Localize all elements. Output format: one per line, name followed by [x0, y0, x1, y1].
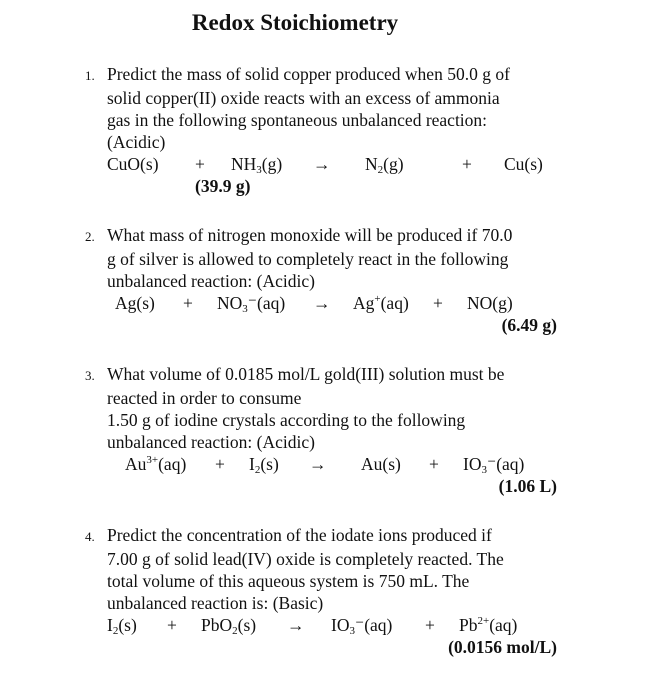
page-title: Redox Stoichiometry [191, 10, 399, 35]
q3-reactant-2: $I_2(s)$ [249, 454, 279, 476]
q3-arrow: → [309, 454, 327, 474]
q3-reaction [85, 453, 575, 475]
q4-line-1: 4. Predict the concentration of the iodate ions produced if [85, 524, 575, 548]
question-2 [85, 224, 575, 336]
q1-product-1: $N_2(g)$ [365, 154, 404, 176]
question-4 [85, 524, 575, 658]
q3-line-1: 3. What volume of 0.0185 mol/L gold(III) solution must be [85, 363, 575, 387]
q1-number: 1. [85, 68, 95, 83]
q4-reaction [85, 614, 575, 636]
q2-reactant-1: Ag(s) [115, 293, 155, 313]
q1-reactant-1: CuO(s) [107, 154, 159, 174]
q1-plus-2: + [462, 154, 472, 174]
q2-line-1: 2. What mass of nitrogen monoxide will be produced if 70.0 [85, 224, 575, 248]
q2-plus-1: + [183, 293, 193, 313]
q2-answer: (6.49 g) [501, 315, 557, 335]
q2-number: 2. [85, 229, 95, 244]
q1-reactant-2: $NH_3(g)$ [231, 154, 283, 176]
q4-line-4: unbalanced reaction is: (Basic) [107, 593, 324, 613]
q1-line-2: solid copper(II) oxide reacts with an excess of ammonia [107, 88, 500, 108]
q4-line-2: 7.00 g of solid lead(IV) oxide is completely reacted. The [107, 549, 504, 569]
q3-line-2: reacted in order to consume [107, 388, 302, 408]
q2-product-2: NO(g) [467, 293, 513, 313]
q1-line-4: (Acidic) [107, 132, 166, 152]
q4-line-3: total volume of this aqueous system is 750 mL. The [107, 571, 470, 591]
q2-arrow: → [313, 293, 331, 313]
q3-answer: (1.06 L) [498, 476, 557, 496]
q3-line-3: 1.50 g of iodine crystals according to the following [107, 410, 466, 430]
q3-number: 3. [85, 368, 95, 383]
q2-product-1: Ag+(aq) [353, 293, 409, 313]
q4-product-1: $IO_3^-(aq)$ [331, 615, 393, 637]
q2-reaction [85, 292, 575, 314]
q2-line-2: g of silver is allowed to completely react in the following [107, 249, 509, 269]
q2-plus-2: + [433, 293, 443, 313]
q1-answer: (39.9 g) [195, 176, 251, 196]
q1-product-2: Cu(s) [504, 154, 543, 174]
q1-line-1: 1. Predict the mass of solid copper produced when 50.0 g of [85, 63, 575, 87]
q3-line-4: unbalanced reaction: (Acidic) [107, 432, 315, 452]
question-3 [85, 363, 575, 497]
q4-plus-1: + [167, 615, 177, 635]
question-1 [85, 63, 575, 197]
q1-plus-1: + [195, 154, 205, 174]
q4-arrow: → [287, 615, 305, 635]
q2-line-3: unbalanced reaction: (Acidic) [107, 271, 315, 291]
q4-product-2: $Pb^{2+}(aq)$ [459, 615, 518, 635]
q3-reactant-1: $Au^{3+}(aq)$ [125, 454, 187, 474]
q3-product-2: $IO_3^-(aq)$ [463, 454, 525, 476]
q1-reaction [85, 153, 575, 175]
q4-plus-2: + [425, 615, 435, 635]
q4-reactant-2: PbO$_2$(s) [201, 615, 257, 637]
q4-answer: (0.0156 mol/L) [448, 637, 557, 657]
q1-line-3: gas in the following spontaneous unbalanced reaction: [107, 110, 488, 130]
q3-plus-1: + [215, 454, 225, 474]
q4-reactant-1: $I_2(s)$ [107, 615, 137, 637]
q1-arrow: → [313, 154, 331, 174]
q3-plus-2: + [429, 454, 439, 474]
q3-product-1: Au(s) [361, 454, 401, 474]
q4-number: 4. [85, 529, 95, 544]
q2-reactant-2: $NO_3^-(aq)$ [217, 293, 286, 315]
